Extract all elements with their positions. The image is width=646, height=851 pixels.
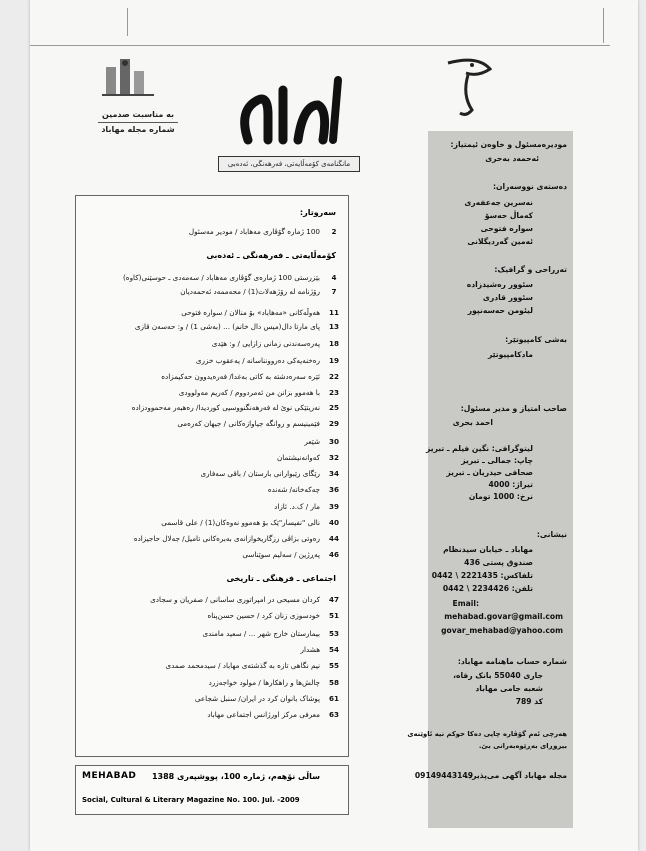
- toc-entry[interactable]: [82, 272, 338, 283]
- occasion-line-2: شماره مجله مهاباد: [98, 122, 178, 137]
- toc-entry-page: 58: [328, 678, 339, 687]
- toc-entry-page: 53: [328, 629, 339, 638]
- toc-entry[interactable]: [82, 468, 338, 479]
- magazine-tagline: مانگنامەی کۆمەڵایەتی، فەرهەنگی، ئەدەبی: [218, 156, 360, 172]
- toc-entry[interactable]: [82, 321, 338, 332]
- toc-entry[interactable]: [82, 436, 338, 447]
- toc-entry-page: 7: [331, 287, 337, 296]
- toc-entry-title: 100 ژمارە گۆڤاری مەهاباد / مودیر مەسئول: [188, 227, 320, 236]
- designer-name: سئوور رەشیدزادە: [466, 280, 533, 289]
- toc-entry-title: رێگای رێبوارانی بارستان / باقی سەفاری: [200, 469, 320, 478]
- toc-entry[interactable]: [82, 501, 338, 512]
- mehabad-logo-icon: [228, 70, 348, 150]
- toc-entry[interactable]: [82, 484, 338, 495]
- toc-entry-page: 29: [328, 419, 339, 428]
- toc-entry-title: خودسوزی زنان کرد / حسین حسن‌پناه: [207, 611, 320, 620]
- masthead-panel: [407, 131, 573, 828]
- print-info: لیتوگرافی: نگین فیلم ـ تبریز: [426, 444, 533, 453]
- toc-entry[interactable]: [82, 594, 338, 605]
- toc-entry-title: کەوانەنیشتمان: [277, 453, 320, 462]
- toc-entry[interactable]: [82, 307, 338, 318]
- toc-entry[interactable]: [82, 549, 338, 560]
- toc-entry[interactable]: [82, 387, 338, 398]
- toc-entry[interactable]: [82, 517, 338, 528]
- toc-entry-page: 63: [328, 710, 339, 719]
- address-label: نیشانی:: [536, 530, 567, 539]
- ads-phone: 09149443149: [414, 771, 473, 780]
- persian-owner-label: صاحب امتیاز و مدیر مسئول:: [460, 404, 567, 413]
- toc-entry-page: 51: [328, 611, 339, 620]
- toc-entry-page: 13: [328, 322, 339, 331]
- toc-entry-page: 25: [328, 403, 339, 412]
- toc-entry[interactable]: [82, 226, 338, 237]
- issue-info-english: Social, Cultural & Literary Magazine No. 100. Jul. -2009: [82, 796, 300, 804]
- ads-notice: مجله مهاباد آگهی می‌پذیرد.: [465, 771, 567, 780]
- toc-entry-title: پەرەسەندنی زمانی زازایی / و: هێدی: [211, 339, 320, 348]
- toc-entry[interactable]: [82, 693, 338, 704]
- disclaimer-note: بیروڕای بەڕێوەبەرانی بێ.: [478, 742, 567, 750]
- disclaimer-note: هەرچی ئەم گۆڤارە چاپی دەکا حوکم نیە ئاوێنەی: [407, 730, 567, 738]
- toc-entry-title: رۆژنامە لە رۆژهەلات(1) / محەممەد ئەحمەدیان: [180, 287, 320, 296]
- toc-entry[interactable]: [82, 286, 338, 297]
- margin-line-right: [603, 8, 604, 43]
- occasion-line-1: به مناسبت صدمین: [101, 110, 175, 119]
- toc-entry-title: رەوتی بزاڤی رزگاریخوازانەی بەبرەکانی تامیل/ جەلال حاجیزادە: [133, 534, 320, 543]
- toc-entry-page: 2: [331, 227, 337, 236]
- toc-entry[interactable]: [82, 402, 338, 413]
- toc-entry-title: پای مارتا دال(میس دال خانم) ... (بەشی 1) / و: حەسەن قازی: [134, 322, 320, 331]
- toc-entry-title: معرفی مرکز اورژانس اجتماعی مهاباد: [207, 710, 320, 719]
- account-label: شمارە حساب ماهنامە مهاباد:: [457, 657, 567, 666]
- anniversary-emblem-icon: [98, 55, 158, 100]
- toc-entry[interactable]: [82, 533, 338, 544]
- occasion-label: [98, 108, 178, 137]
- editor-name: کەماڵ حەسۆ: [484, 211, 533, 220]
- print-info: نرخ: 1000 تومان: [468, 492, 533, 501]
- margin-line-left: [127, 8, 128, 36]
- toc-entry-title: کردان مسیحی در امپراتوری ساسانی / صفریان و سجادی: [150, 595, 320, 604]
- editor-name: ئەمین گەردیگلانی: [467, 237, 533, 246]
- print-info: صحافی حیدریان ـ تبریز: [446, 468, 533, 477]
- toc-entry-title: رەخنەیەکی دەروونناسانە / یەعقوب خزری: [195, 356, 320, 365]
- email-label: Email:: [452, 599, 479, 608]
- account-info: شعبه جامی مهاباد: [475, 684, 543, 693]
- issue-info-kurdish: ساڵی نۆهەم، ژمارە 100، پووشپەری 1388: [151, 772, 320, 781]
- toc-entry[interactable]: [82, 610, 338, 621]
- editors-label: دەستەی نووسەران:: [492, 182, 567, 191]
- toc-entry-title: مار / ک.د. ئازاد: [274, 502, 320, 511]
- issue-footer: [75, 765, 349, 815]
- toc-entry-page: 32: [328, 453, 339, 462]
- scan-fold-line: [30, 45, 610, 46]
- toc-entry-title: نەریتێکی نوێ لە فەرهەنگنووسیی کوردیدا/ رەهبەر مەحموودزادە: [131, 403, 320, 412]
- owner-name: ئەحمەد بەحری: [485, 154, 539, 163]
- editor-name: سوارە فتوحی: [480, 224, 533, 233]
- toc-entry[interactable]: [82, 452, 338, 463]
- phone-number: تلفن: 2234426 \ 0442: [442, 584, 533, 593]
- toc-entry[interactable]: [82, 677, 338, 688]
- designer-name: لیئومن حەسەنپور: [467, 306, 533, 315]
- toc-entry[interactable]: [82, 644, 338, 655]
- computer-name: مادکامپیوتێر: [487, 350, 533, 359]
- toc-entry[interactable]: [82, 338, 338, 349]
- owner-label: مودیرەمسئول و خاوەن ئیمتیاز:: [450, 140, 567, 149]
- toc-entry[interactable]: [82, 660, 338, 671]
- toc-entry-page: 23: [328, 388, 339, 397]
- email-link[interactable]: govar_mehabad@yahoo.com: [441, 626, 563, 635]
- toc-entry[interactable]: [82, 628, 338, 639]
- toc-entry[interactable]: [82, 418, 338, 429]
- toc-entry[interactable]: [82, 355, 338, 366]
- toc-entry-page: 46: [328, 550, 339, 559]
- toc-entry-page: 11: [328, 308, 339, 317]
- toc-title: سەروتار:: [299, 208, 336, 217]
- computer-label: بەشی کامپیوتێر:: [505, 335, 567, 344]
- toc-entry-page: 30: [328, 437, 339, 446]
- toc-entry-page: 61: [328, 694, 339, 703]
- toc-entry-page: 40: [328, 518, 339, 527]
- address-line: صندوق پستی 436: [464, 558, 533, 567]
- toc-entry-title: چەکەخانە/ شەندە: [267, 485, 320, 494]
- persian-owner-name: احمد بحری: [452, 418, 493, 427]
- designer-name: سئوور قادری: [482, 293, 533, 302]
- account-info: کد 789: [515, 697, 543, 706]
- toc-entry-page: 44: [328, 534, 339, 543]
- toc-entry-title: بیمارستان خارج شهر ... / سعید مامندی: [202, 629, 320, 638]
- toc-entry-page: 55: [328, 661, 339, 670]
- email-link[interactable]: mehabad.govar@gmail.com: [444, 612, 563, 621]
- print-info: تیراژ: 4000: [488, 480, 533, 489]
- toc-entry-title: نیم نگاهی تازه به گذشته‌ی مهاباد / سیدمحمد صمدی: [165, 661, 320, 670]
- fax-number: تلفاکس: 2221435 \ 0442: [431, 571, 533, 580]
- table-of-contents: [75, 195, 349, 757]
- toc-entry-page: 36: [328, 485, 339, 494]
- toc-entry-title: شێعر: [304, 437, 320, 446]
- editor-name: نەسرین جەعفەری: [464, 198, 533, 207]
- toc-entry[interactable]: [82, 709, 338, 720]
- toc-entry-page: 19: [328, 356, 339, 365]
- toc-section-kurdish: کۆمەڵایەتی ـ فەرهەنگی ـ ئەدەبی: [206, 251, 336, 260]
- toc-entry-page: 34: [328, 469, 339, 478]
- address-line: مهاباد ـ خیابان سیدنظام: [443, 545, 533, 554]
- account-info: جاری 55040 بانک رفاه،: [453, 671, 543, 680]
- toc-section-persian: اجتماعی ـ فرهنگی ـ تاریخی: [226, 574, 336, 583]
- toc-entry-page: 54: [328, 645, 339, 654]
- toc-entry-page: 22: [328, 372, 339, 381]
- toc-entry-title: پەڕژین / سەلیم سوێناسی: [242, 550, 320, 559]
- print-info: چاپ: جمالی ـ تبریز: [461, 456, 533, 465]
- toc-entry-title: بێزرستی 100 ژمارەی گۆڤاری مەهاباد / سەمەدی ـ حوسێنی(کاوە): [123, 273, 320, 282]
- toc-entry-title: چالش‌ها و راهکارها / مولود خواجه‌زرد: [208, 678, 320, 687]
- magazine-name-latin: MEHABAD: [82, 771, 137, 781]
- toc-entry-page: 4: [331, 273, 337, 282]
- design-label: تەرراحی و گرافیک:: [494, 265, 567, 274]
- toc-entry-title: هەوڵەکانی «مەهاباد» بۆ منالان / سوارە فتوحی: [181, 308, 320, 317]
- calligraphy-logo-icon: [438, 55, 498, 120]
- toc-entry-title: هشدار: [300, 645, 320, 654]
- toc-entry-page: 47: [328, 595, 339, 604]
- toc-entry-title: با هەموو بزانن من ئەمردووم / کەریم مەولوودی: [178, 388, 320, 397]
- toc-entry[interactable]: [82, 371, 338, 382]
- toc-entry-title: پوشاک بانوان کرد در ایران/ سنبل شجاعی: [194, 694, 320, 703]
- toc-entry-page: 18: [328, 339, 339, 348]
- toc-entry-title: نالی "نفیسار"ێک بۆ هەموو نەوەکان(1) / علی قاسمی: [161, 518, 320, 527]
- toc-entry-title: فێمینیسم و روانگە جیاوازەکانی / جیهان کەرەمی: [177, 419, 320, 428]
- toc-entry-page: 39: [328, 502, 339, 511]
- toc-entry-title: ئێرە سەرەدشتە بە کاتی بەغدا/ فەرەیدوون حەکیمزادە: [161, 372, 320, 381]
